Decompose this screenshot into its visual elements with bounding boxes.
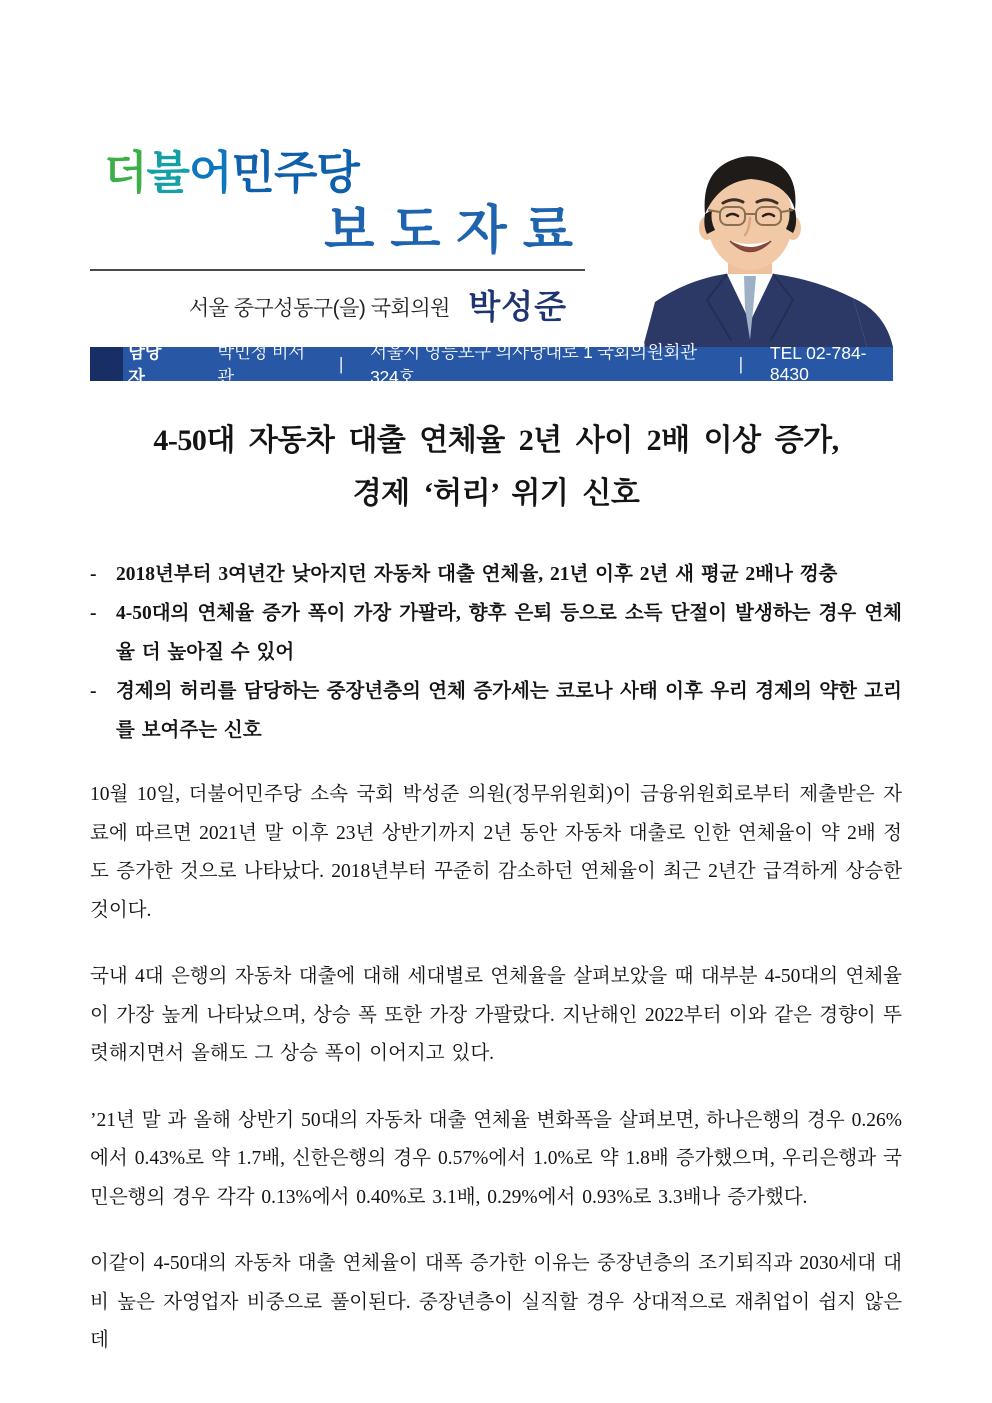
party-logo <box>104 147 359 198</box>
body-paragraph: 10월 10일, 더불어민주당 소속 국회 박성준 의원(정무위원회)이 금융위원회로부터 제출받은 자료에 따르면 2021년 말 이후 23년 상반기까지 2년 동안 자동차 대출로 인한 연체율이 약 2배 정도 증가한 것으로 나타났다. 2018년부터 꾸준히 감소하던 연체율이 최근 2년간 급격하게 상승한 것이다. <box>90 784 902 921</box>
summary-bullet-text: 경제의 허리를 담당하는 중장년층의 연체 증가세는 코로나 사태 이후 우리 경제의 약한 고리를 보여주는 신호 <box>116 681 902 741</box>
contact-info-bar <box>90 342 893 387</box>
header-divider-line <box>90 269 585 271</box>
member-district-label: 서울 중구성동구(을) 국회의원 <box>188 297 450 320</box>
body-paragraphs <box>90 776 902 1361</box>
press-release-body <box>90 414 902 1361</box>
body-paragraph: 이같이 4-50대의 자동차 대출 연체율이 대폭 증가한 이유는 중장년층의 조기퇴직과 2030세대 대비 높은 자영업자 비중으로 풀이된다. 중장년층이 실직할 경우 상대적으로 재취업이 쉽지 않은데 <box>90 1253 902 1351</box>
doc-type-block <box>90 198 589 266</box>
bar-accent-block <box>90 347 123 381</box>
separator-bar: | <box>338 353 344 374</box>
summary-bullet <box>90 594 902 672</box>
summary-bullet <box>90 672 902 750</box>
member-line <box>90 281 585 328</box>
doc-type-title: 보도자료 <box>324 202 589 260</box>
body-paragraph: ’21년 말 과 올해 상반기 50대의 자동차 대출 연체율 변화폭을 살펴보면, 하나은행의 경우 0.26%에서 0.43%로 약 1.7배, 신한은행의 경우 0.57%에서 1.0%로 약 1.8배 증가했으며, 우리은행과 국민은행의 경우 각각 0.13%에서 0.40%로 3.1배, 0.29%에서 0.93%로 3.3배나 증가했다. <box>90 1109 902 1208</box>
bullet-dash-marker: - <box>90 603 97 624</box>
party-logo-char: 당 <box>316 147 359 198</box>
member-portrait-photo <box>635 140 900 347</box>
body-paragraph: 국내 4대 은행의 자동차 대출에 대해 세대별로 연체율을 살펴보았을 때 대부분 4-50대의 연체율이 가장 높게 나타났으며, 상승 폭 또한 가장 가팔랐다. 지난해인 2022부터 이와 같은 경향이 뚜렷해지면서 올해도 그 상승 폭이 이어지고 있다. <box>90 966 902 1064</box>
bullet-dash-marker: - <box>90 564 97 585</box>
summary-bullet-text: 2018년부터 3여년간 낮아지던 자동차 대출 연체율, 21년 이후 2년 새 평균 2배나 껑충 <box>116 564 838 585</box>
contact-phone: TEL 02-784-8430 <box>769 343 867 384</box>
contact-staff-name: 박민정 비서관 <box>217 342 305 387</box>
release-title-line2: 경제 ‘허리’ 위기 신호 <box>352 477 640 510</box>
bullet-dash-marker: - <box>90 681 97 702</box>
release-title <box>90 414 902 520</box>
release-title-line1: 4-50대 자동차 대출 연체율 2년 사이 2배 이상 증가, <box>153 424 839 457</box>
party-logo-char: 어 <box>188 147 232 198</box>
summary-bullet <box>90 555 902 594</box>
party-logo-char: 민 <box>231 147 274 198</box>
separator-bar: | <box>738 353 743 374</box>
summary-bullet-list <box>90 555 902 750</box>
party-logo-char: 더 <box>104 147 147 198</box>
party-logo-char: 주 <box>273 147 317 198</box>
party-logo-char: 불 <box>146 147 189 198</box>
contact-label: 담당자 <box>128 342 162 387</box>
summary-bullet-text: 4-50대의 연체율 증가 폭이 가장 가팔라, 향후 은퇴 등으로 소득 단절이 발생하는 경우 연체율 더 높아질 수 있어 <box>116 603 902 663</box>
member-name: 박성준 <box>468 288 567 325</box>
contact-address: 서울시 영등포구 의사당대로 1 국회의원회관 324호 <box>370 342 697 387</box>
